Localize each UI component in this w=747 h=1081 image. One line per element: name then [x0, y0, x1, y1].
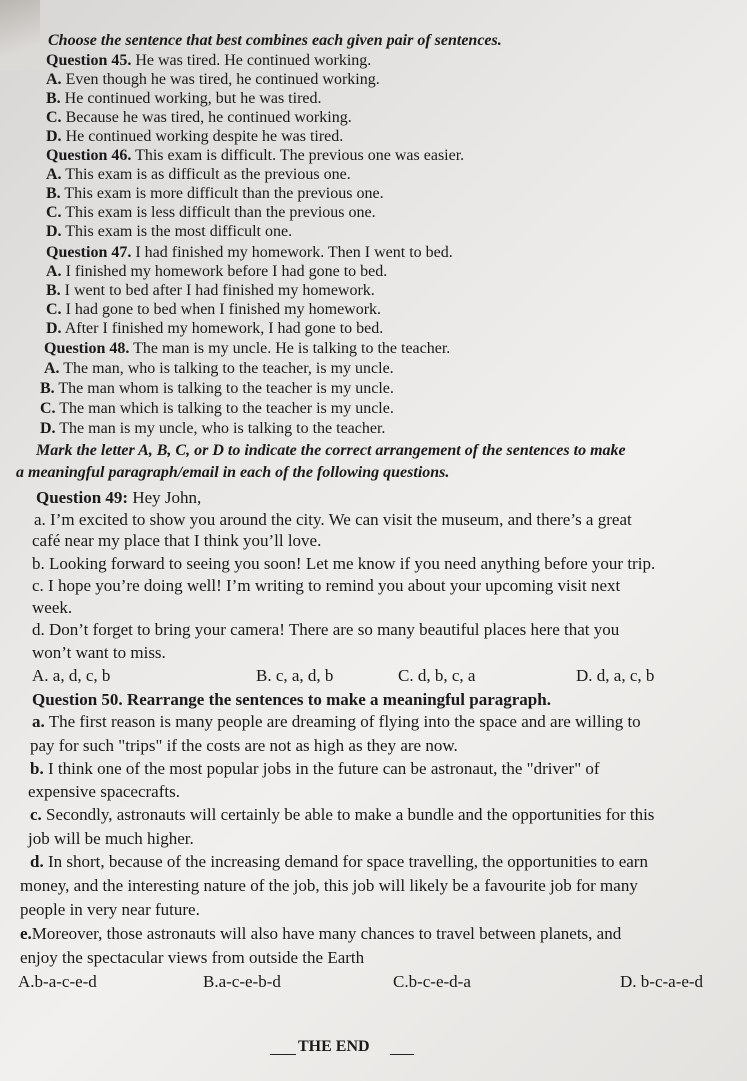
option-key: C.: [40, 400, 56, 417]
option-text: This exam is as difficult as the previous one.: [65, 166, 351, 183]
question-48-label: Question 48.: [44, 340, 130, 357]
sentence-key: a.: [32, 712, 45, 731]
option-text: This exam is less difficult than the previous one.: [65, 204, 376, 221]
option-text: Even though he was tired, he continued working.: [65, 71, 380, 88]
q46-option-a[interactable]: [46, 166, 351, 184]
option-key: C.: [46, 109, 62, 126]
q46-option-c[interactable]: [46, 204, 376, 222]
q47-option-d[interactable]: [46, 320, 383, 338]
question-49: [36, 488, 201, 508]
question-46-label: Question 46.: [46, 147, 132, 164]
q47-option-b[interactable]: [46, 282, 375, 300]
instruction-arrange-line1: Mark the letter A, B, C, or D to indicate the correct arrangement of the sentences to make: [36, 442, 626, 459]
q49-sentence-c-line1: c. I hope you’re doing well! I’m writing to remind you about your upcoming visit next: [32, 576, 621, 595]
option-key: A.: [44, 360, 60, 377]
q50-answer-a[interactable]: A.b-a-c-e-d: [18, 972, 97, 991]
q47-option-a[interactable]: [46, 263, 387, 281]
question-49-label: Question 49:: [36, 488, 129, 507]
option-text: This exam is the most difficult one.: [65, 223, 293, 240]
q45-option-d[interactable]: [46, 128, 343, 146]
option-key: D.: [46, 320, 62, 337]
option-text: The man whom is talking to the teacher is my uncle.: [58, 380, 394, 397]
sentence-text: Secondly, astronauts will certainly be able to make a bundle and the opportunities for this: [41, 805, 655, 824]
q48-option-a[interactable]: [44, 360, 394, 378]
q50-sentence-d-line1: [30, 852, 648, 872]
q49-answer-c[interactable]: C. d, b, c, a: [398, 666, 476, 685]
sentence-text: In short, because of the increasing demand for space travelling, the opportunities to earn: [43, 852, 648, 871]
q48-option-b[interactable]: [40, 380, 394, 398]
option-text: He continued working despite he was tired.: [65, 128, 344, 145]
sentence-text: Moreover, those astronauts will also have many chances to travel between planets, and: [31, 924, 622, 943]
option-text: Because he was tired, he continued working.: [65, 109, 352, 126]
question-47-text: I had finished my homework. Then I went to bed.: [135, 244, 453, 261]
question-46-text: This exam is difficult. The previous one was easier.: [135, 147, 465, 164]
q48-option-c[interactable]: [40, 400, 394, 418]
option-text: I had gone to bed when I finished my homework.: [65, 301, 382, 318]
question-46: [46, 147, 464, 165]
q50-sentence-d-line3: people in very near future.: [20, 900, 200, 919]
q49-sentence-d-line1: d. Don’t forget to bring your camera! There are so many beautiful places here that you: [32, 620, 620, 639]
q45-option-a[interactable]: [46, 71, 380, 89]
q49-answer-d[interactable]: D. d, a, c, b: [576, 666, 655, 685]
option-key: B.: [40, 380, 55, 397]
page-corner-shadow: [0, 0, 40, 70]
question-47: [46, 244, 453, 262]
end-text: THE END: [298, 1038, 370, 1055]
option-key: D.: [46, 223, 62, 240]
option-text: I went to bed after I had finished my homework.: [64, 282, 375, 299]
instruction-combine: Choose the sentence that best combines each given pair of sentences.: [48, 32, 502, 49]
question-45: [46, 52, 371, 70]
option-text: I finished my homework before I had gone to bed.: [65, 263, 388, 280]
option-key: D.: [40, 420, 56, 437]
option-text: The man, who is talking to the teacher, is my uncle.: [63, 360, 394, 377]
option-text: The man is my uncle, who is talking to the teacher.: [59, 420, 386, 437]
option-text: He continued working, but he was tired.: [64, 90, 322, 107]
option-key: B.: [46, 282, 61, 299]
question-50-label: Question 50. Rearrange the sentences to make a meaningful paragraph.: [32, 690, 551, 709]
q49-sentence-d-line2: won’t want to miss.: [32, 643, 166, 662]
sentence-key: b.: [30, 759, 44, 778]
option-key: A.: [46, 166, 62, 183]
question-45-text: He was tired. He continued working.: [135, 52, 372, 69]
end-underline-right: [390, 1054, 414, 1055]
question-48-text: The man is my uncle. He is talking to the teacher.: [133, 340, 451, 357]
q50-sentence-b-line2: expensive spacecrafts.: [28, 782, 180, 801]
q50-answer-c[interactable]: C.b-c-e-d-a: [393, 972, 471, 991]
q50-sentence-e-line1: [20, 924, 621, 944]
q50-answer-b[interactable]: B.a-c-e-b-d: [203, 972, 281, 991]
option-text: After I finished my homework, I had gone to bed.: [64, 320, 384, 337]
sentence-text: I think one of the most popular jobs in the future can be astronaut, the "driver" of: [43, 759, 600, 778]
option-key: B.: [46, 185, 61, 202]
question-45-label: Question 45.: [46, 52, 132, 69]
q50-sentence-c-line1: [30, 805, 654, 825]
option-key: C.: [46, 301, 62, 318]
q45-option-b[interactable]: [46, 90, 322, 108]
q50-sentence-c-line2: job will be much higher.: [28, 829, 194, 848]
option-key: C.: [46, 204, 62, 221]
q46-option-d[interactable]: [46, 223, 292, 241]
sentence-key: c.: [30, 805, 42, 824]
option-key: D.: [46, 128, 62, 145]
q50-sentence-a-line2: pay for such "trips" if the costs are not as high as they are now.: [30, 736, 458, 755]
sentence-text: The first reason is many people are dreaming of flying into the space and are willing to: [44, 712, 641, 731]
q50-sentence-e-line2: enjoy the spectacular views from outside the Earth: [20, 948, 365, 967]
q50-answer-d[interactable]: D. b-c-a-e-d: [620, 972, 704, 991]
q46-option-b[interactable]: [46, 185, 384, 203]
q49-sentence-c-line2: week.: [32, 598, 73, 617]
q48-option-d[interactable]: [40, 420, 385, 438]
q50-sentence-b-line1: [30, 759, 600, 779]
q45-option-c[interactable]: [46, 109, 352, 127]
q47-option-c[interactable]: [46, 301, 381, 319]
sentence-key: d.: [30, 852, 44, 871]
option-text: This exam is more difficult than the previous one.: [64, 185, 384, 202]
q49-sentence-a-line1: a. I’m excited to show you around the city. We can visit the museum, and there’s a great: [34, 510, 632, 529]
option-key: A.: [46, 71, 62, 88]
q49-answer-b[interactable]: B. c, a, d, b: [256, 666, 334, 685]
question-47-label: Question 47.: [46, 244, 132, 261]
q49-sentence-b: b. Looking forward to seeing you soon! Let me know if you need anything before your trip.: [32, 554, 656, 573]
q49-sentence-a-line2: café near my place that I think you’ll love.: [32, 531, 322, 550]
option-key: A.: [46, 263, 62, 280]
option-text: The man which is talking to the teacher is my uncle.: [59, 400, 394, 417]
q50-sentence-a-line1: [32, 712, 641, 732]
question-48: [44, 340, 450, 358]
end-underline-left: [270, 1054, 296, 1055]
option-key: B.: [46, 90, 61, 107]
instruction-arrange-line2: a meaningful paragraph/email in each of the following questions.: [16, 464, 450, 481]
question-49-greeting: Hey John,: [132, 488, 202, 507]
sentence-key: e.: [20, 924, 32, 943]
q49-answer-a[interactable]: A. a, d, c, b: [32, 666, 111, 685]
q50-sentence-d-line2: money, and the interesting nature of the job, this job will likely be a favourite job for many: [20, 876, 638, 895]
